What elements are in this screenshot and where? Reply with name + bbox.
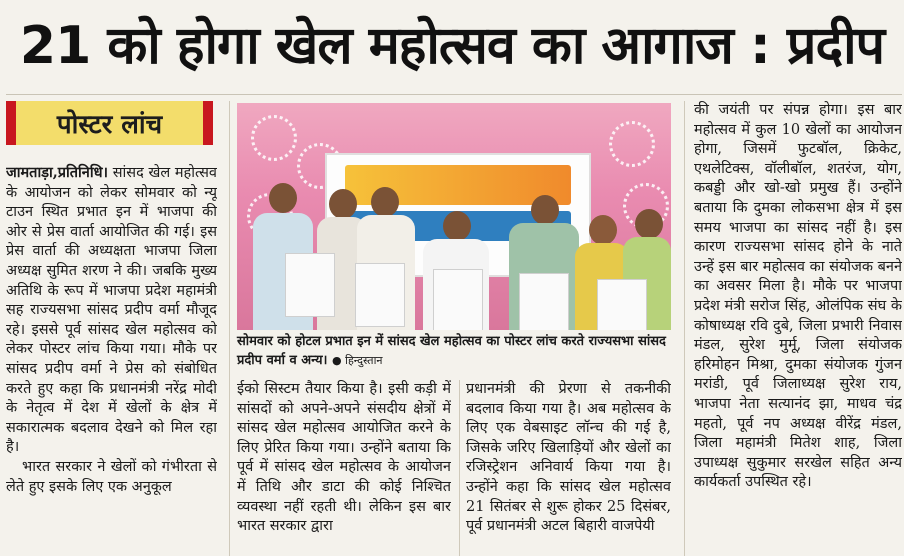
- photo-caption: [237, 332, 671, 374]
- column-1-paragraph-2: भारत सरकार ने खेलों को गंभीरता से लेते हुए इसके लिए एक अनुकूल: [6, 458, 217, 495]
- news-photo: [237, 103, 671, 330]
- column-divider: [684, 101, 685, 556]
- article-column-3: [466, 380, 671, 556]
- headline-divider: [6, 94, 902, 95]
- kicker-label: पोस्टर लांच: [56, 110, 163, 140]
- column-1-paragraph-1: सांसद खेल महोत्सव के आयोजन को लेकर सोमवार को न्यू टाउन स्थित प्रभात इन में भाजपा की ओर से प्रेस वार्ता आयोजित की गई। इस प्रेस वार्ता की अध्यक्षता भाजपा जिला अध्यक्ष सुमित शरण ने की। जबकि मुख्य अतिथि के रूप में भाजपा प्रदेश महामंत्री सह राज्यसभा सांसद प्रदीप वर्मा मौजूद रहे। इससे पूर्व सांसद खेल महोत्सव को लेकर पोस्टर लांच किया गया। मौके पर सांसद प्रदीप वर्मा ने प्रेस को संबोधित करते हुए कहा कि प्रधानमंत्री नरेंद्र मोदी के नेतृत्व में देश में खेलों के क्षेत्र में सकारात्मक बदलाव देखने को मिल रहा है।: [6, 165, 217, 456]
- column-4-text: की जयंती पर संपन्न होगा। इस बार महोत्सव में कुल 10 खेलों का आयोजन होगा, जिसमें फुटबॉल, क्रिकेट, एथलेटिक्स, वॉलीबॉल, शतरंज, योग, कबड्डी और खो-खो प्रमुख हैं। उन्होंने बताया कि दुमका लोकसभा क्षेत्र में इस समय भाजपा का सांसद नहीं है। इस कारण राज्यसभा सांसद होने के नाते उन्हें इस बार महोत्सव का संयोजक बनने का अवसर मिला है। मौके पर भाजपा प्रदेश मंत्री सरोज सिंह, ओलंपिक संघ के कोषाध्यक्ष रवि दुबे, जिला प्रभारी निवास मंडल, सुरेश मुर्मू, जिला संयोजक हरिमोहन मिश्रा, दुमका संयोजक गुंजन मरांडी, पूर्व जिलाध्यक्ष सुरेश राय, भाजपा नेता सत्यानंद झा, माधव चंद्र महतो, पूर्व नप अध्यक्ष वीरेंद्र मंडल, जिला महामंत्री मितेश शाह, जिला उपाध्यक्ष सुकुमार सरखेल सहित अन्य कार्यकर्ता उपस्थित रहे।: [694, 102, 902, 491]
- article-column-4: [694, 101, 902, 556]
- column-3-text: प्रधानमंत्री की प्रेरणा से तकनीकी बदलाव किया गया है। अब महोत्सव के लिए एक वेबसाइट लॉन्च की गई है, जिसके जरिए खिलाड़ियों और खेलों का रजिस्ट्रेशन अनिवार्य किया गया है। उन्होंने कहा कि सांसद खेल महोत्सव 21 सितंबर से शुरू होकर 25 दिसंबर, पूर्व प्रधानमंत्री अटल बिहारी वाजपेयी: [466, 381, 671, 535]
- column-2-text: ईको सिस्टम तैयार किया है। इसी कड़ी में सांसदों को अपने-अपने संसदीय क्षेत्रों में सांसद खेल महोत्सव आयोजित करने के लिए प्रेरित किया गया। उन्होंने बताया कि पूर्व में सांसद खेल महोत्सव के आयोजन में तिथि और डाटा की कोई निश्चित व्यवस्था नहीं रहती थी। लेकिन इस बार भारत सरकार द्वारा: [237, 381, 451, 535]
- article-column-2: [237, 380, 451, 556]
- photo-source: ● हिन्दुस्तान: [332, 354, 383, 367]
- section-kicker: [6, 101, 213, 145]
- dateline: जामताड़ा,प्रतिनिधि।: [6, 164, 109, 181]
- column-divider: [459, 380, 460, 556]
- article-column-1: [6, 163, 217, 556]
- caption-text: सोमवार को होटल प्रभात इन में सांसद खेल महोत्सव का पोस्टर लांच करते राज्यसभा सांसद प्रदीप वर्मा व अन्य।: [237, 334, 666, 368]
- column-divider: [229, 101, 230, 556]
- headline: 21 को होगा खेल महोत्सव का आगाज : प्रदीप: [19, 16, 885, 76]
